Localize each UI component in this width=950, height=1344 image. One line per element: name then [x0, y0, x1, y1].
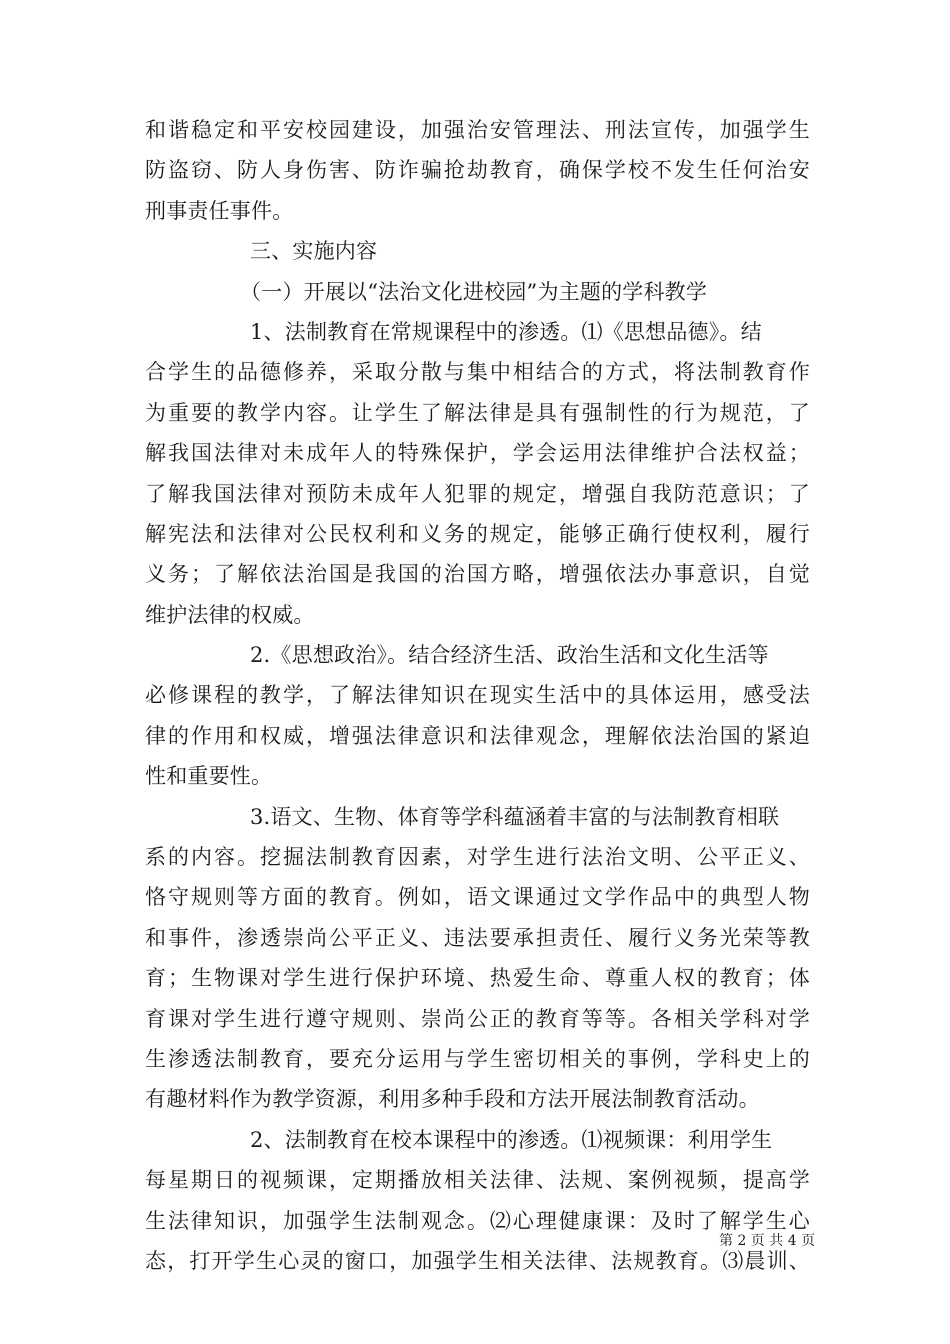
- text-line: 解宪法和法律对公民权利和义务的规定，能够正确行使权利，履行: [145, 521, 810, 546]
- text-line: 系的内容。挖掘法制教育因素，对学生进行法治文明、公平正义、: [145, 845, 810, 870]
- text-line: 生法律知识，加强学生法制观念。⑵心理健康课：及时了解学生心: [145, 1208, 810, 1233]
- page-footer: 第 2 页 共 4 页: [719, 1233, 816, 1249]
- text-line: 育课对学生进行遵守规则、崇尚公正的教育等等。各相关学科对学: [145, 1006, 810, 1031]
- text-line: 2、法制教育在校本课程中的渗透。⑴视频课：利用学生: [250, 1127, 773, 1152]
- body-text: [145, 110, 810, 1281]
- text-line: 恪守规则等方面的教育。例如，语文课通过文学作品中的典型人物: [145, 885, 810, 910]
- text-line: 必修课程的教学，了解法律知识在现实生活中的具体运用，感受法: [145, 683, 810, 708]
- text-line: 育；生物课对学生进行保护环境、热爱生命、尊重人权的教育；体: [145, 966, 810, 991]
- text-line: 2.《思想政治》。结合经济生活、政治生活和文化生活等: [250, 643, 769, 668]
- text-line: 态，打开学生心灵的窗口，加强学生相关法律、法规教育。⑶晨训、: [145, 1248, 810, 1273]
- text-line: 和谐稳定和平安校园建设，加强治安管理法、刑法宣传，加强学生: [145, 118, 810, 142]
- text-line: 刑事责任事件。: [145, 198, 294, 223]
- text-line: 1、法制教育在常规课程中的渗透。⑴《思想品德》。结: [250, 319, 762, 344]
- text-line: 合学生的品德修养，采取分散与集中相结合的方式，将法制教育作: [145, 360, 810, 385]
- text-line: 三、实施内容: [250, 239, 378, 264]
- text-line: 了解我国法律对预防未成年人犯罪的规定，增强自我防范意识；了: [145, 481, 810, 506]
- text-line: 每星期日的视频课，定期播放相关法律、法规、案例视频，提高学: [145, 1168, 810, 1193]
- text-line: 性和重要性。: [145, 764, 273, 789]
- text-line: 3.语文、生物、体育等学科蕴涵着丰富的与法制教育相联: [250, 804, 780, 829]
- text-line: 解我国法律对未成年人的特殊保护，学会运用法律维护合法权益；: [145, 441, 810, 466]
- text-line: 维护法律的权威。: [145, 602, 315, 627]
- text-line: 防盗窃、防人身伤害、防诈骗抢劫教育，确保学校不发生任何治安: [145, 158, 810, 183]
- text-line: 生渗透法制教育，要充分运用与学生密切相关的事例，学科史上的: [145, 1046, 810, 1071]
- text-line: （一）开展以“法治文化进校园”为主题的学科教学: [240, 279, 708, 304]
- text-line: 为重要的教学内容。让学生了解法律是具有强制性的行为规范，了: [145, 400, 810, 425]
- text-line: 和事件，渗透崇尚公平正义、违法要承担责任、履行义务光荣等教: [145, 925, 810, 950]
- text-line: 律的作用和权威，增强法律意识和法律观念，理解依法治国的紧迫: [145, 723, 810, 748]
- text-line: 有趣材料作为教学资源，利用多种手段和方法开展法制教育活动。: [145, 1087, 760, 1112]
- text-line: 义务；了解依法治国是我国的治国方略，增强依法办事意识，自觉: [145, 562, 810, 587]
